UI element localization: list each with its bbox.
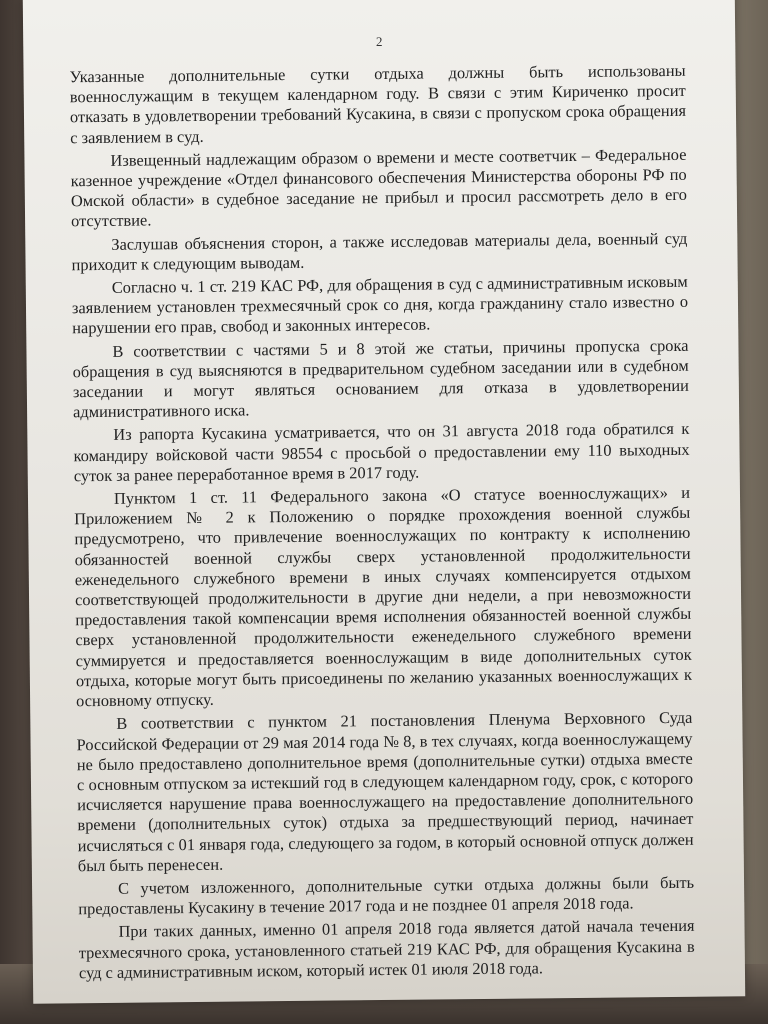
paragraph: При таких данных, именно 01 апреля 2018 года является датой начала течения трехмесячного срока, установленного статьей 219 КАС РФ, для обращения Кусакина в суд с административным иском, который истек 01 июля 2018 года.	[78, 916, 695, 982]
document-body	[69, 61, 695, 986]
document-page	[23, 0, 745, 1004]
paragraph: Пунктом 1 ст. 11 Федерального закона «О статусе военнослужащих» и Приложением № 2 к Положению о порядке прохождения военной службы предусмотрено, что привлечение военнослужащих по контракту к исполнению обязанностей военной службы сверх установленной продолжительности еженедельного служебного времени в иных случаях компенсируется отдыхом соответствующей продолжительности в другие дни недели, а при невозможности предоставления такой компенсации время исполнения обязанностей военной службы сверх установленной продолжительности еженедельного служебного времени суммируется и предоставляется военнослужащим в виде дополнительных суток отдыха, которые могут быть присоединены по желанию указанных военнослужащих к основному отпуску.	[74, 482, 692, 711]
paragraph: Указанные дополнительные сутки отдыха должны быть использованы военнослужащим в текущем календарном году. В связи с этим Кириченко просит отказать в удовлетворении требований Кусакина, в связи с пропуском срока обращения с заявлением в суд.	[69, 60, 687, 147]
paragraph: Заслушав объяснения сторон, а также исследовав материалы дела, военный суд приходит к следующим выводам.	[71, 228, 688, 275]
paragraph: Извещенный надлежащим образом о времени и месте соответчик – Федеральное казенное учреждение «Отдел финансового обеспечения Министерства обороны РФ по Омской области» в судебное заседание не прибыл и просил рассмотреть дело в его отсутствие.	[70, 144, 687, 231]
paragraph: В соответствии с пунктом 21 постановления Пленума Верховного Суда Российской Федерации от 29 мая 2014 года № 8, в тех случаях, когда военнослужащему не было предоставлено дополнительное время (дополнительные сутки) отдыха вместе с основным отпуском за истекший год в следующем календарном году, срок, с которого исчисляется нарушение права военнослужащего на предоставление дополнительного времени (дополнительных суток) отдыха за предшествующий период, начинает исчисляться с 01 января года, следующего за годом, в который основной отпуск должен был быть перенесен.	[76, 708, 694, 875]
paragraph: Согласно ч. 1 ст. 219 КАС РФ, для обращения в суд с административным исковым заявлением установлен трехмесячный срок со дня, когда гражданину стало известно о нарушении его прав, свобод и законных интересов.	[71, 271, 689, 338]
paragraph: Из рапорта Кусакина усматривается, что он 31 августа 2018 года обратился к командиру войсковой части 98554 с просьбой о предоставлении ему 110 выходных суток за ранее переработанное время в 2017 году.	[73, 419, 690, 486]
page-number: 2	[375, 33, 383, 50]
paragraph: С учетом изложенного, дополнительные сутки отдыха должны были быть предоставлены Кусакину в течение 2017 года и не позднее 01 апреля 2018 года.	[78, 872, 695, 919]
paragraph: В соответствии с частями 5 и 8 этой же статьи, причины пропуска срока обращения в суд выясняются в предварительном судебном заседании или в судебном заседании и могут являться основанием для отказа в удовлетворении административного иска.	[72, 335, 689, 422]
